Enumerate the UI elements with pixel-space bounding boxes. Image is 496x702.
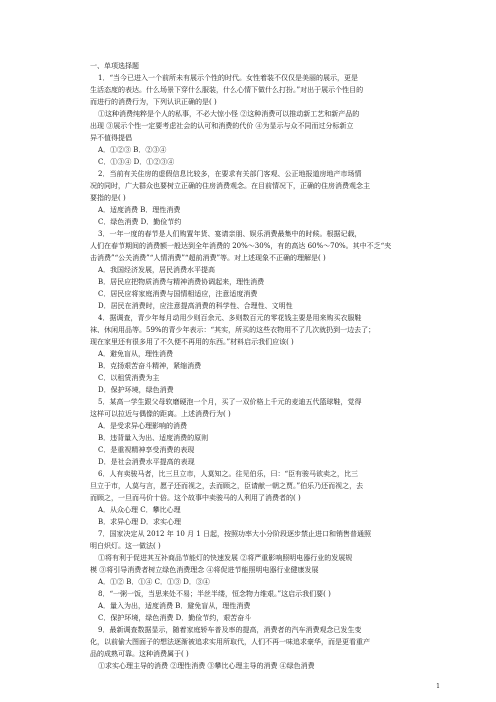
page-number: 1 xyxy=(436,683,440,690)
text-line: D．是社会消费水平提高的表现 xyxy=(98,458,195,466)
text-line: 4．据调查，青少年每月动用少则百余元、多则数百元的零花钱主要是用来购买衣服鞋 xyxy=(98,314,362,322)
text-line: 明白炽灯。这一做法( ) xyxy=(90,542,161,550)
text-line: 6．人有卖骏马者，比三旦立市，人莫知之。往见伯乐，曰：“臣有骏马欲卖之，比三 xyxy=(98,470,359,478)
text-line: 出现 ③展示个性一定要考虑社会的认可和消费的代价 ④为显示与众不同而过分标新立 xyxy=(90,122,354,130)
text-line: 旦立于市，人莫与言，愿子还而视之，去而顾之，臣请献一朝之贾。”伯乐乃还而视之，去 xyxy=(90,482,364,490)
text-line: ①这种消费纯粹是个人的私事，不必大惊小怪 ②这种消费可以推动新工艺和新产品的 xyxy=(98,110,360,118)
text-line: 况的同时，广大群众也要树立正确的住房消费观念。在目前情况下，正确的住房消费观念主 xyxy=(90,182,370,190)
text-line: ①求实心理主导的消费 ②理性消费 ③攀比心理主导的消费 ④绿色消费 xyxy=(98,662,315,670)
text-line: 品的成熟可靠。这种消费属于( ) xyxy=(90,650,189,658)
text-line: 异不值得提倡 xyxy=(90,134,132,142)
text-line: 模 ③将引导消费者树立绿色消费理念 ④将促进节能照明电器行业健康发展 xyxy=(90,566,319,574)
text-line: A．①②③ B．②③④ xyxy=(98,146,167,154)
text-line: 5．某高一学生跟父母软磨硬泡一个月，买了一双价格上千元的麦迪五代篮球鞋，觉得 xyxy=(98,398,362,406)
text-line: C．①③④ D．①②③④ xyxy=(98,158,175,166)
text-line: B．求异心理 D．求实心理 xyxy=(98,518,181,526)
text-line: 1．“当今已进入一个前所未有展示个性的时代。女性着装不仅仅是美丽的展示，更是 xyxy=(98,74,359,82)
text-line: C．绿色消费 D．勤俭节约 xyxy=(98,218,182,226)
text-line: C．保护环境，绿色消费 D．勤俭节约，艰苦奋斗 xyxy=(98,614,252,622)
text-line: 3．一年一度的春节是人们购置年货、宴请亲朋、娱乐消费最集中的时候。根据记载， xyxy=(98,230,362,238)
text-line: D．居民在消费时，应注意提高消费的科学性、合理性、文明性 xyxy=(98,302,293,310)
text-line: 8．“一粥一饭，当思来处不易；半丝半缕，恒念物力维艰。”这启示我们要( ) xyxy=(98,590,331,598)
text-line: 9．最新调查数据显示，随着家庭轿车普及率的提高，消费者的汽车消费观念已发生变 xyxy=(98,626,362,634)
text-line: A．避免盲从，理性消费 xyxy=(98,350,174,358)
text-line: 7．国家决定从 2012 年 10 月 1 日起，按照功率大小分阶段逐步禁止进口和销售普通照 xyxy=(98,530,371,538)
text-line: 生活态度的表达。什么场景下穿什么服装，什么心情下做什么打扮。”对出于展示个性目的 xyxy=(90,86,364,94)
text-line: A．①② B．①④ C．①③ D．③④ xyxy=(98,578,210,586)
text-line: B．居民应把物质消费与精神消费协调起来，理性消费 xyxy=(98,278,265,286)
text-line: C．以租赁消费为主 xyxy=(98,374,160,382)
text-line: 人们在春节期间的消费额一般达到全年消费的 20%～30%，有的高达 60%～70%。其中不乏“夹 xyxy=(90,242,392,250)
text-line: 要指的是( ) xyxy=(90,194,126,202)
text-line: 袜、休闲用品等。59%的青少年表示：“其实，所买的这些衣物用不了几次就扔到一边去了； xyxy=(90,326,376,334)
section-title: 一、单项选择题 xyxy=(90,62,139,70)
text-line: 化，以前偷大图面子的想法逐渐被追求实用所取代，人们不再一味追求豪华，而是更看重产 xyxy=(90,638,370,646)
text-line: C．是重视精神享受消费的表现 xyxy=(98,446,195,454)
text-line: B．克扬艰苦奋斗精神，紧缩消费 xyxy=(98,362,202,370)
text-line: A．我国经济发展，居民消费水平提高 xyxy=(98,266,216,274)
text-line: 击消费”“公关消费”“人情消费”“超前消费”等。对上述现象不正确的理解是( ) xyxy=(90,254,326,262)
text-line: B．违背量入为出、适度消费的原则 xyxy=(98,434,209,442)
text-line: C．居民应将家庭消费与国情相适应，注意适度消费 xyxy=(98,290,258,298)
text-line: 而顾之，一旦而马价十倍。这个故事中卖骏马的人利用了消费者的( ) xyxy=(90,494,301,502)
text-line: A．适度消费 B．理性消费 xyxy=(98,206,181,214)
text-line: 这样可以拉近与偶像的距离。上述消费行为( ) xyxy=(90,410,231,418)
question-body xyxy=(90,72,440,672)
text-line: 而进行的消费行为，下列认识正确的是( ) xyxy=(90,98,217,106)
text-line: A．从众心理 C．攀比心理 xyxy=(98,506,181,514)
text-line: D．保护环境，绿色消费 xyxy=(98,386,174,394)
text-line: 现在家里还有很多用了不久便不再用的东西。”材料启示我们应该( ) xyxy=(90,338,294,346)
text-line: A．量入为出，适度消费 B．避免盲从，理性消费 xyxy=(98,602,251,610)
text-line: ①将有利于促进其互补商品节能灯的快速发展 ②将严重影响照明电器行业的发展规 xyxy=(98,554,353,562)
text-line: A．是受求异心理影响的消费 xyxy=(98,422,188,430)
text-line: 2．当前有关住房的虚假信息比较多，在要求有关部门客观、公正地报道房地产市场情 xyxy=(98,170,362,178)
